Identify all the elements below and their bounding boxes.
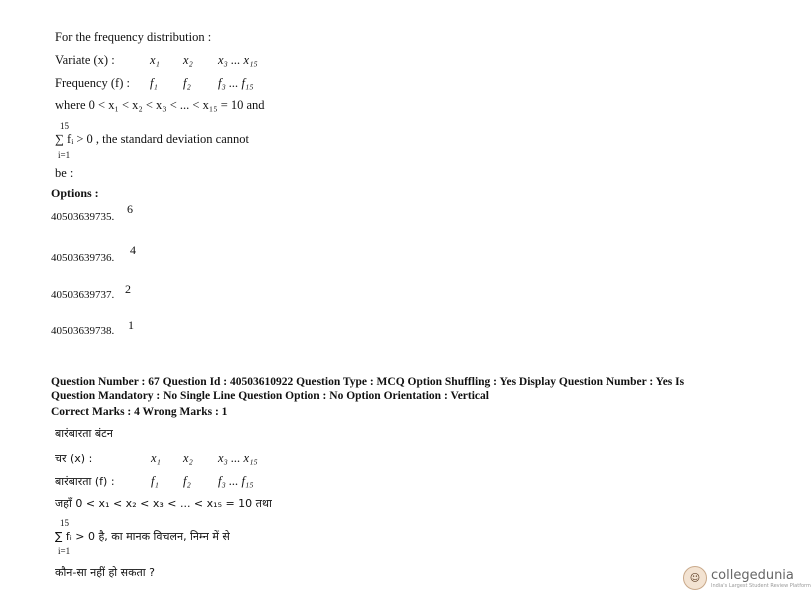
frequency-label: Frequency (f) :: [55, 76, 130, 90]
sum-expression: ∑ fᵢ > 0 , the standard deviation cannot: [55, 132, 249, 146]
option-id: 40503639736.: [51, 252, 115, 264]
variate-x1: x₁: [150, 53, 160, 67]
marks-line: Correct Marks : 4 Wrong Marks : 1: [51, 406, 228, 418]
hindi-variate-x2: x₂: [183, 451, 193, 465]
question-end: be :: [55, 166, 74, 180]
hindi-variate-x3-x15: x₃ ... x₁₅: [218, 451, 258, 465]
option-id: 40503639735.: [51, 211, 115, 223]
hindi-sum-expression: ∑ fᵢ > 0 है, का मानक विचलन, निम्न में से: [55, 530, 230, 543]
logo-text: collegedunia: [711, 567, 794, 583]
hindi-sum-lower-limit: i=1: [58, 546, 71, 556]
collegedunia-logo: [683, 566, 811, 590]
option-value[interactable]: 6: [127, 202, 133, 216]
option-value[interactable]: 1: [128, 318, 134, 332]
frequency-f1: f₁: [150, 76, 158, 90]
hindi-question-end: कौन-सा नहीं हो सकता ?: [55, 566, 155, 579]
option-value[interactable]: 4: [130, 243, 136, 257]
hindi-variate-x1: x₁: [151, 451, 161, 465]
hindi-frequency-f2: f₂: [183, 474, 191, 488]
hindi-variate-label: चर (x) :: [55, 452, 93, 465]
question-meta-line1: Question Number : 67 Question Id : 40503610922 Question Type : MCQ Option Shuffling : Yes Display Question Number : Yes Is: [51, 376, 685, 388]
sum-upper-limit: 15: [60, 121, 69, 131]
option-id: 40503639737.: [51, 289, 115, 301]
frequency-f3-f15: f₃ ... f₁₅: [218, 76, 254, 90]
hindi-title: बारंबारता बंटन: [55, 427, 113, 440]
hindi-frequency-label: बारंबारता (f) :: [55, 475, 115, 488]
question-intro: For the frequency distribution :: [55, 30, 212, 44]
hindi-condition-line: जहाँ 0 < x₁ < x₂ < x₃ < ... < x₁₅ = 10 तथा: [55, 497, 272, 510]
sum-lower-limit: i=1: [58, 150, 71, 160]
condition-line: where 0 < x₁ < x₂ < x₃ < ... < x₁₅ = 10 and: [55, 98, 265, 112]
logo-tagline: India's Largest Student Review Platform: [711, 582, 811, 589]
variate-x2: x₂: [183, 53, 193, 67]
variate-label: Variate (x) :: [55, 53, 115, 67]
hindi-frequency-f1: f₁: [151, 474, 159, 488]
question-meta-line2: Question Mandatory : No Single Line Question Option : No Option Orientation : Vertical: [51, 390, 489, 402]
options-label: Options :: [51, 186, 99, 200]
option-id: 40503639738.: [51, 325, 115, 337]
mascot-icon: ☺: [683, 566, 707, 590]
frequency-f2: f₂: [183, 76, 191, 90]
option-value[interactable]: 2: [125, 282, 131, 296]
hindi-sum-upper-limit: 15: [60, 518, 69, 528]
variate-x3-x15: x₃ ... x₁₅: [218, 53, 258, 67]
hindi-frequency-f3-f15: f₃ ... f₁₅: [218, 474, 254, 488]
